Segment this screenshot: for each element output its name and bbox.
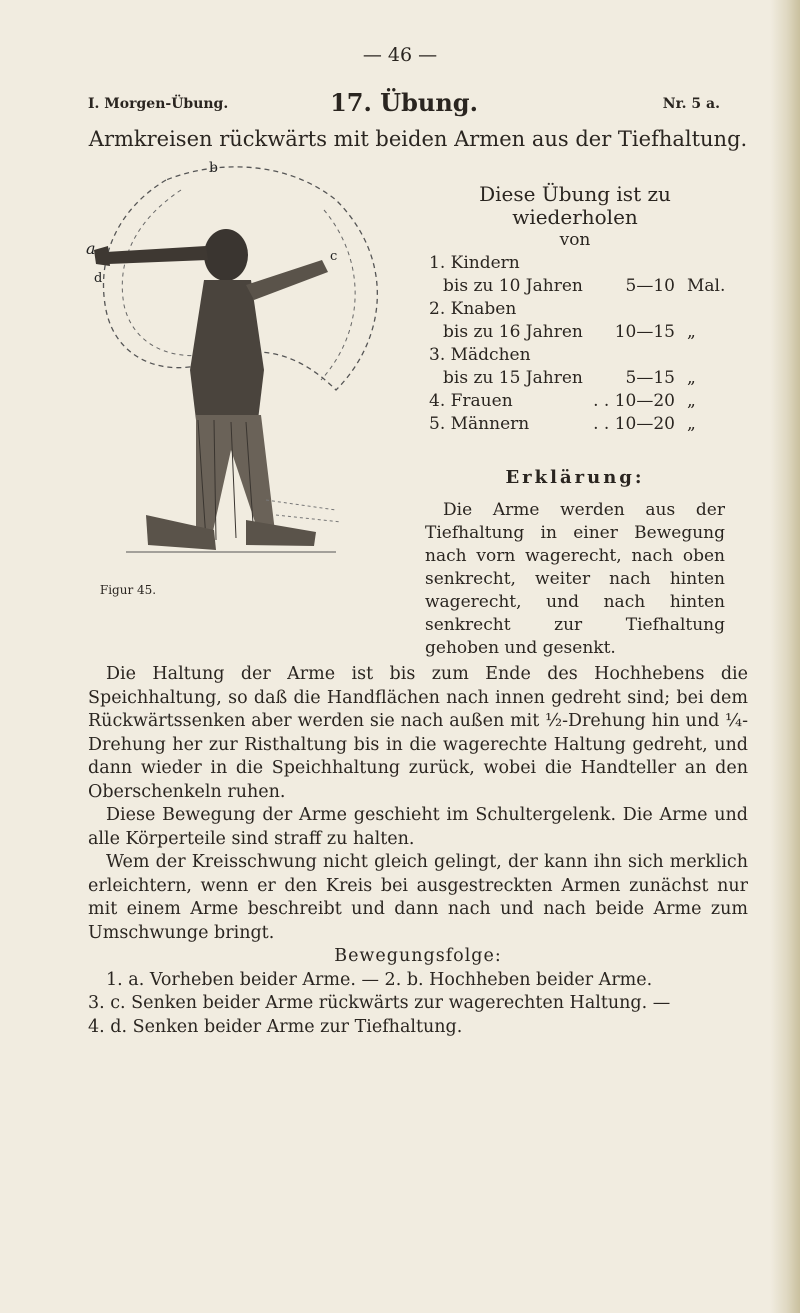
repeat-heading: Diese Übung ist zu wiederholen [479, 182, 671, 229]
sequence-step: 3. c. Senken beider Arme rückwärts zur wagerechten Haltung. — [88, 993, 671, 1013]
paragraph-movement: Diese Bewegung der Arme geschieht im Schultergelenk. Die Arme und alle Körperteile sind straff zu halten. [88, 805, 748, 849]
group-unit: „ [687, 391, 696, 411]
sequence-heading: Bewegungsfolge: [334, 946, 502, 966]
group-name: 3. Mädchen [429, 345, 531, 365]
list-item [425, 367, 725, 390]
explanation-heading: Erklärung: [505, 467, 645, 488]
running-header [88, 88, 720, 118]
list-item [425, 321, 725, 344]
list-item [425, 275, 725, 298]
exercise-title: Armkreisen rückwärts mit beiden Armen aus der Tiefhaltung. [88, 127, 748, 151]
list-item [425, 413, 725, 436]
list-item [425, 298, 725, 321]
figure-45 [86, 160, 416, 590]
group-age: bis zu 10 Jahren [443, 276, 583, 296]
group-count: 10—15 [614, 322, 675, 342]
group-age: bis zu 16 Jahren [443, 322, 583, 342]
figure-label-left: a [86, 239, 96, 258]
group-name: 2. Knaben [429, 299, 517, 319]
group-name: 1. Kindern [429, 253, 520, 273]
list-item [425, 252, 725, 275]
figure-illustration [86, 160, 416, 590]
group-count: . . 10—20 [593, 414, 675, 434]
sequence-step: 1. a. Vorheben beider Arme. — 2. b. Hochheben beider Arme. [106, 969, 653, 990]
header-left: I. Morgen-Übung. [88, 96, 229, 112]
group-name: 4. Frauen [429, 391, 513, 411]
figure-label-top: b [209, 160, 218, 176]
group-unit: „ [687, 368, 696, 388]
figure-label-right: c [330, 249, 338, 264]
group-unit: „ [687, 322, 696, 342]
figure-label-lower-left: d [94, 271, 103, 286]
group-count: 5—15 [625, 368, 675, 388]
group-unit: „ [687, 414, 696, 434]
group-name: 5. Männern [429, 414, 530, 434]
paragraph-tip: Wem der Kreisschwung nicht gleich gelingt, der kann ihn sich merklich erleichtern, wenn er den Kreis bei ausgestreckten Armen zunächst nur mit einem Arme beschreibt und dann nach und nach beide Arme zum Umschwunge bringt. [88, 852, 748, 943]
exercise-number: 17. Übung. [330, 88, 478, 117]
group-count: . . 10—20 [593, 391, 675, 411]
header-right: Nr. 5 a. [662, 96, 720, 112]
group-count: 5—10 [625, 276, 675, 296]
figure-caption: Figur 45. [99, 583, 157, 597]
explanation-text: Die Arme werden aus der Tiefhaltung in einer Bewegung nach vorn wagerecht, nach oben senkrecht, weiter nach hinten wagerecht, und nach hinten senkrecht zur Tiefhaltung gehoben und gesenkt. [425, 500, 725, 658]
page-number: — 46 — [362, 44, 438, 66]
repeat-sub: von [559, 230, 591, 250]
paragraph-arm-position: Die Haltung der Arme ist bis zum Ende des Hochhebens die Speichhaltung, so daß die Handflächen nach innen gedreht sind; bei dem Rückwärtssenken aber werden sie nach außen mit ½-Drehung hin und ¼-Drehung her zur Risthaltung bis in die wagerechte Haltung gedreht, und dann wieder in die Speichhaltung zurück, wobei die Handteller an den Oberschenkeln ruhen. [88, 664, 748, 802]
group-age: bis zu 15 Jahren [443, 368, 583, 388]
repeat-section [425, 183, 725, 660]
main-text [88, 663, 748, 1039]
list-item [425, 390, 725, 413]
page-edge-shadow [770, 0, 800, 1313]
sequence-step: 4. d. Senken beider Arme zur Tiefhaltung. [88, 1016, 463, 1037]
group-unit: Mal. [687, 276, 726, 296]
list-item [425, 344, 725, 367]
